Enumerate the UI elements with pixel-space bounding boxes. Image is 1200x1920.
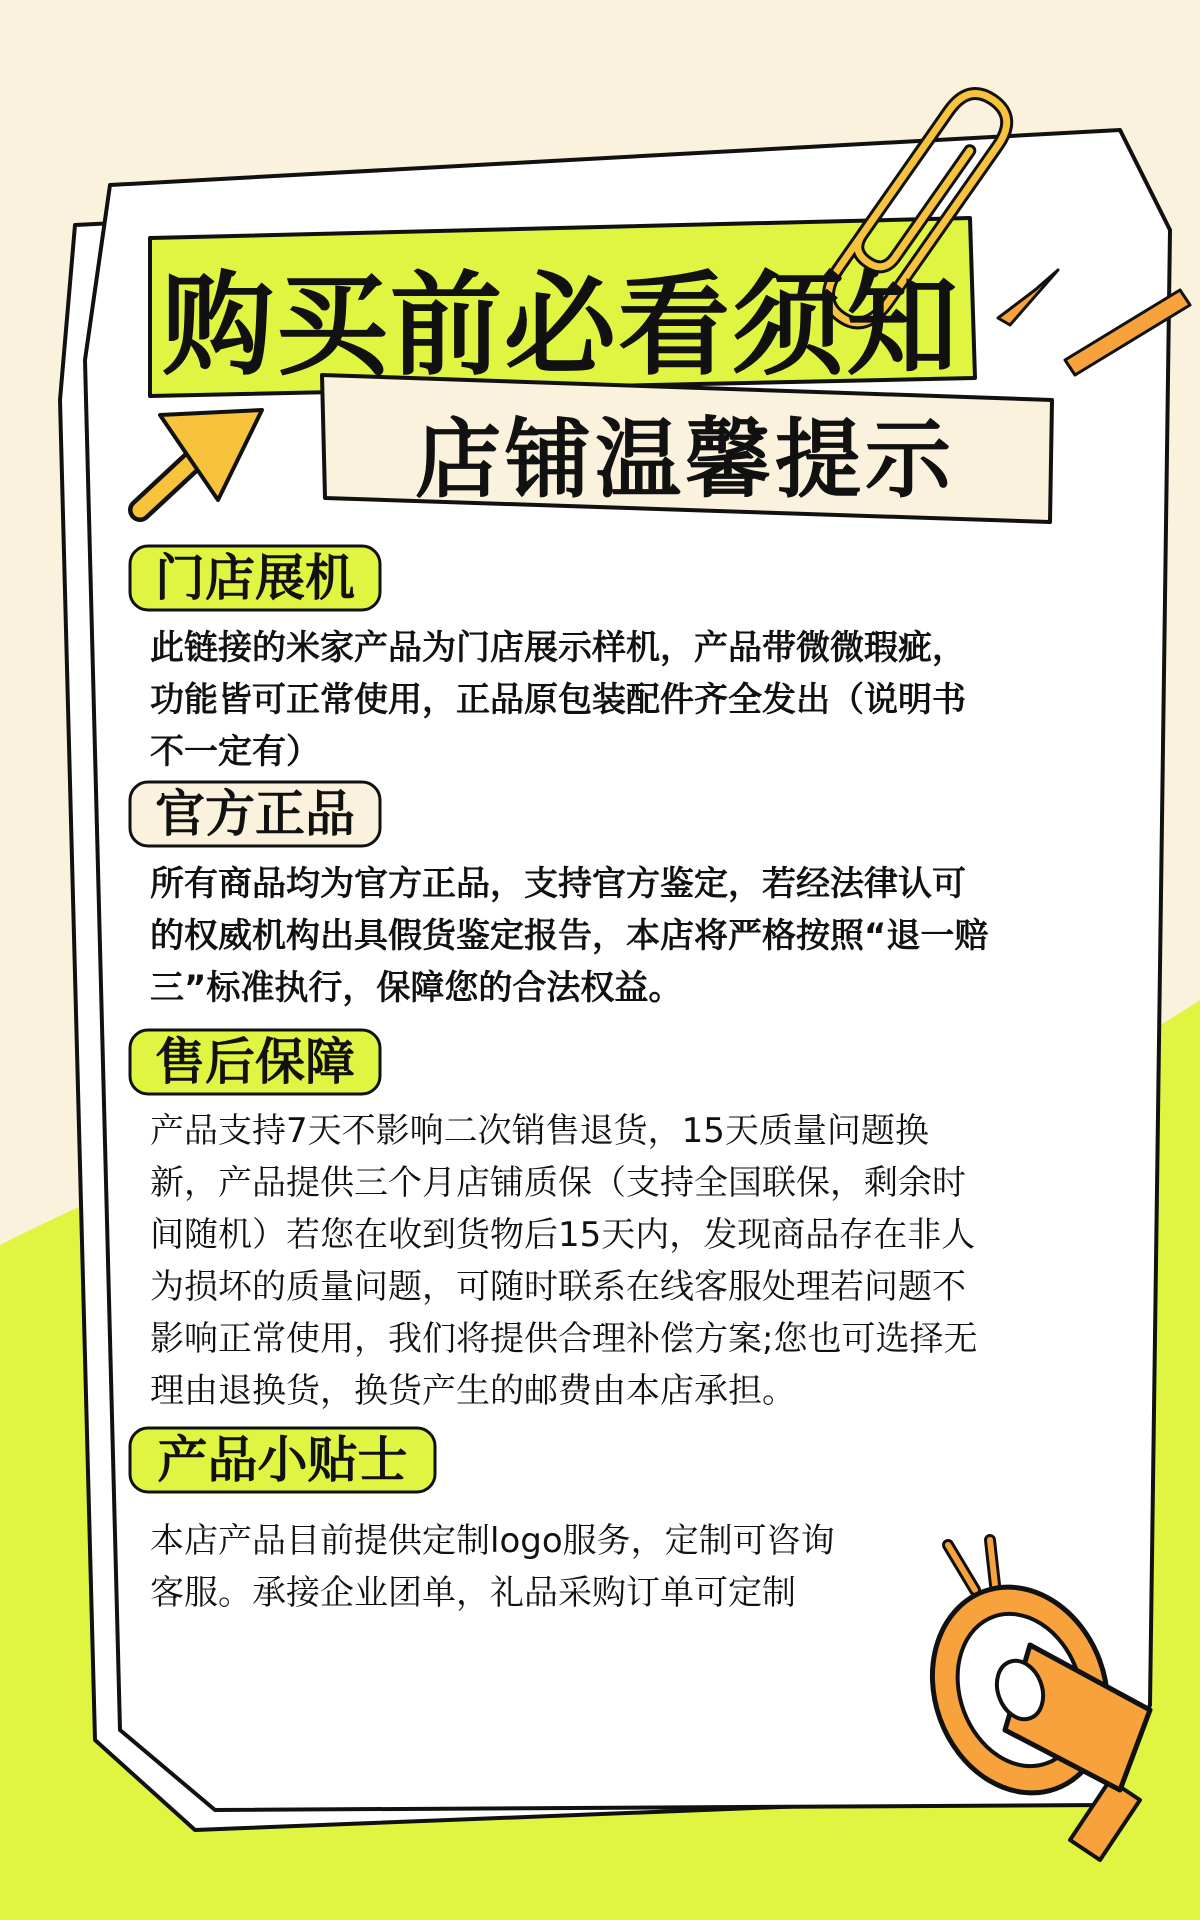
body-line: 本店产品目前提供定制logo服务，定制可咨询 [150,1521,835,1561]
body-line: 新，产品提供三个月店铺质保（支持全国联保，剩余时 [150,1163,966,1203]
body-line: 不一定有） [150,732,320,772]
page-subtitle [320,372,1050,510]
section-body-genuine [150,858,1090,1014]
body-line: 间随机）若您在收到货物后15天内，发现商品存在非人 [150,1215,976,1255]
section-heading-text: 产品小贴士 [157,1431,408,1489]
body-line: 此链接的米家产品为门店展示样机，产品带微微瑕疵， [150,628,966,668]
page-title [146,222,976,391]
section-body-after-sales [150,1105,1090,1417]
body-line: 为损坏的质量问题，可随时联系在线客服处理若问题不 [150,1267,966,1307]
section-heading-showroom [130,546,380,610]
section-heading-genuine [130,782,380,846]
section-heading-text: 官方正品 [155,785,355,843]
body-line: 产品支持7天不影响二次销售退货，15天质量问题换 [150,1111,929,1151]
section-body-showroom [150,622,1090,778]
page-title-text: 购买前必看须知 [162,261,960,391]
page-subtitle-text: 店铺温馨提示 [415,410,955,510]
body-line: 三”标准执行，保障您的合法权益。 [150,968,683,1008]
section-heading-tips [130,1428,435,1492]
body-line: 客服。承接企业团单，礼品采购订单可定制 [150,1573,796,1613]
body-line: 所有商品均为官方正品，支持官方鉴定，若经法律认可 [150,864,966,904]
body-line: 理由退换货，换货产生的邮费由本店承担。 [150,1371,796,1411]
section-body-tips [150,1515,950,1619]
body-line: 的权威机构出具假货鉴定报告，本店将严格按照“退一赔 [150,916,989,956]
body-line: 影响正常使用，我们将提供合理补偿方案;您也可选择无 [150,1319,978,1359]
section-heading-after-sales [130,1030,380,1094]
body-line: 功能皆可正常使用，正品原包装配件齐全发出（说明书 [150,680,966,720]
section-heading-text: 门店展机 [155,549,355,607]
section-heading-text: 售后保障 [155,1033,355,1091]
